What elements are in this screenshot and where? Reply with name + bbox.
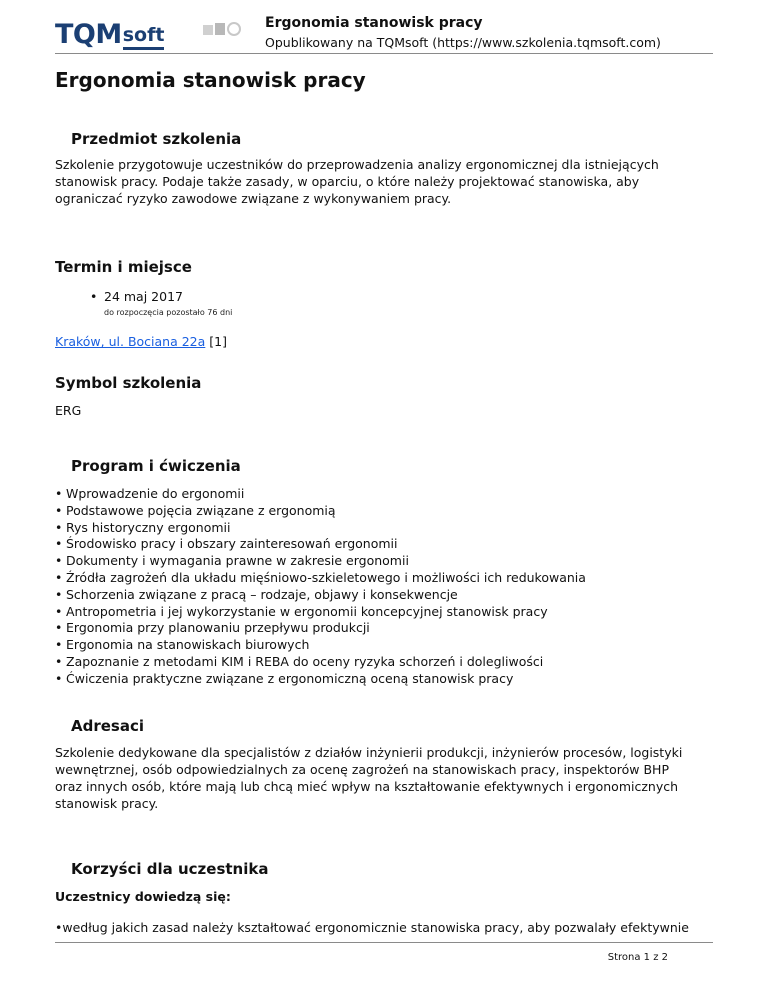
header-title: Ergonomia stanowisk pracy (265, 15, 483, 31)
adresaci-line: stanowisk pracy. (55, 796, 159, 811)
korzysci-subheading: Uczestnicy dowiedzą się: (55, 889, 231, 904)
logo-primary-text: TQM (55, 19, 122, 50)
list-item: • Zapoznanie z metodami KIM i REBA do oceny ryzyka schorzeń i dolegliwości (55, 654, 586, 671)
page-number: Strona 1 z 2 (607, 952, 668, 963)
przedmiot-line: ograniczać ryzyko zawodowe związane z wykonywaniem pracy. (55, 191, 452, 206)
header-published: Opublikowany na TQMsoft (https://www.szkolenia.tqmsoft.com) (265, 35, 661, 50)
section-heading-termin: Termin i miejsce (55, 258, 192, 276)
adresaci-text (55, 744, 715, 812)
adresaci-line: oraz innych osób, które mają lub chcą mieć wpływ na kształtowanie efektywnych i ergonomicznych (55, 779, 679, 794)
przedmiot-line: stanowisk pracy. Podaje także zasady, w oparciu, o które należy projektować stanowiska, aby (55, 174, 640, 189)
list-item: • Dokumenty i wymagania prawne w zakresie ergonomii (55, 553, 586, 570)
term-countdown: do rozpoczęcia pozostało 76 dni (104, 308, 233, 317)
list-item: • Podstawowe pojęcia związane z ergonomią (55, 503, 586, 520)
symbol-value: ERG (55, 403, 82, 418)
adresaci-line: Szkolenie dedykowane dla specjalistów z działów inżynierii produkcji, inżynierów procesów, logistyki (55, 745, 683, 760)
list-item: • Antropometria i jej wykorzystanie w ergonomii koncepcyjnej stanowisk pracy (55, 604, 586, 621)
list-item: • Rys historyczny ergonomii (55, 520, 586, 537)
section-heading-korzysci: Korzyści dla uczestnika (71, 860, 269, 878)
term-date: 24 maj 2017 (104, 289, 183, 304)
list-item: • Wprowadzenie do ergonomii (55, 486, 586, 503)
list-item: • Schorzenia związane z pracą – rodzaje, objawy i konsekwencje (55, 587, 586, 604)
list-item: • Ćwiczenia praktyczne związane z ergonomiczną oceną stanowisk pracy (55, 671, 586, 688)
footer-divider (55, 942, 713, 943)
section-heading-symbol: Symbol szkolenia (55, 374, 202, 392)
term-date-item (90, 289, 183, 304)
header-text (265, 14, 661, 52)
przedmiot-line: Szkolenie przygotowuje uczestników do przeprowadzenia analizy ergonomicznej dla istniejących (55, 157, 659, 172)
list-item: • Ergonomia na stanowiskach biurowych (55, 637, 586, 654)
list-item: • Środowisko pracy i obszary zainteresowań ergonomii (55, 536, 586, 553)
section-heading-adresaci: Adresaci (71, 717, 145, 735)
document-header (55, 14, 713, 52)
location-line (55, 333, 715, 350)
section-heading-przedmiot: Przedmiot szkolenia (71, 130, 242, 148)
logo-decoration-icon (203, 20, 243, 40)
logo-secondary-text: soft (123, 24, 165, 50)
przedmiot-text (55, 156, 715, 207)
page-title: Ergonomia stanowisk pracy (55, 68, 366, 92)
header-divider (55, 53, 713, 54)
list-item: • Źródła zagrożeń dla układu mięśniowo-szkieletowego i możliwości ich redukowania (55, 570, 586, 587)
korzysci-first-line: •według jakich zasad należy kształtować ergonomicznie stanowiska pracy, aby pozwalały efektywnie (55, 920, 689, 935)
bullet-icon: • (90, 289, 98, 304)
section-heading-program: Program i ćwiczenia (71, 457, 241, 475)
location-link[interactable]: Kraków, ul. Bociana 22a (55, 334, 206, 349)
program-list (55, 486, 586, 688)
tqmsoft-logo (55, 18, 164, 50)
list-item: • Ergonomia przy planowaniu przepływu produkcji (55, 620, 586, 637)
location-ref: [1] (205, 334, 227, 349)
adresaci-line: wewnętrznej, osób odpowiedzialnych za ocenę zagrożeń na stanowiskach pracy, inspektorów BHP (55, 762, 669, 777)
